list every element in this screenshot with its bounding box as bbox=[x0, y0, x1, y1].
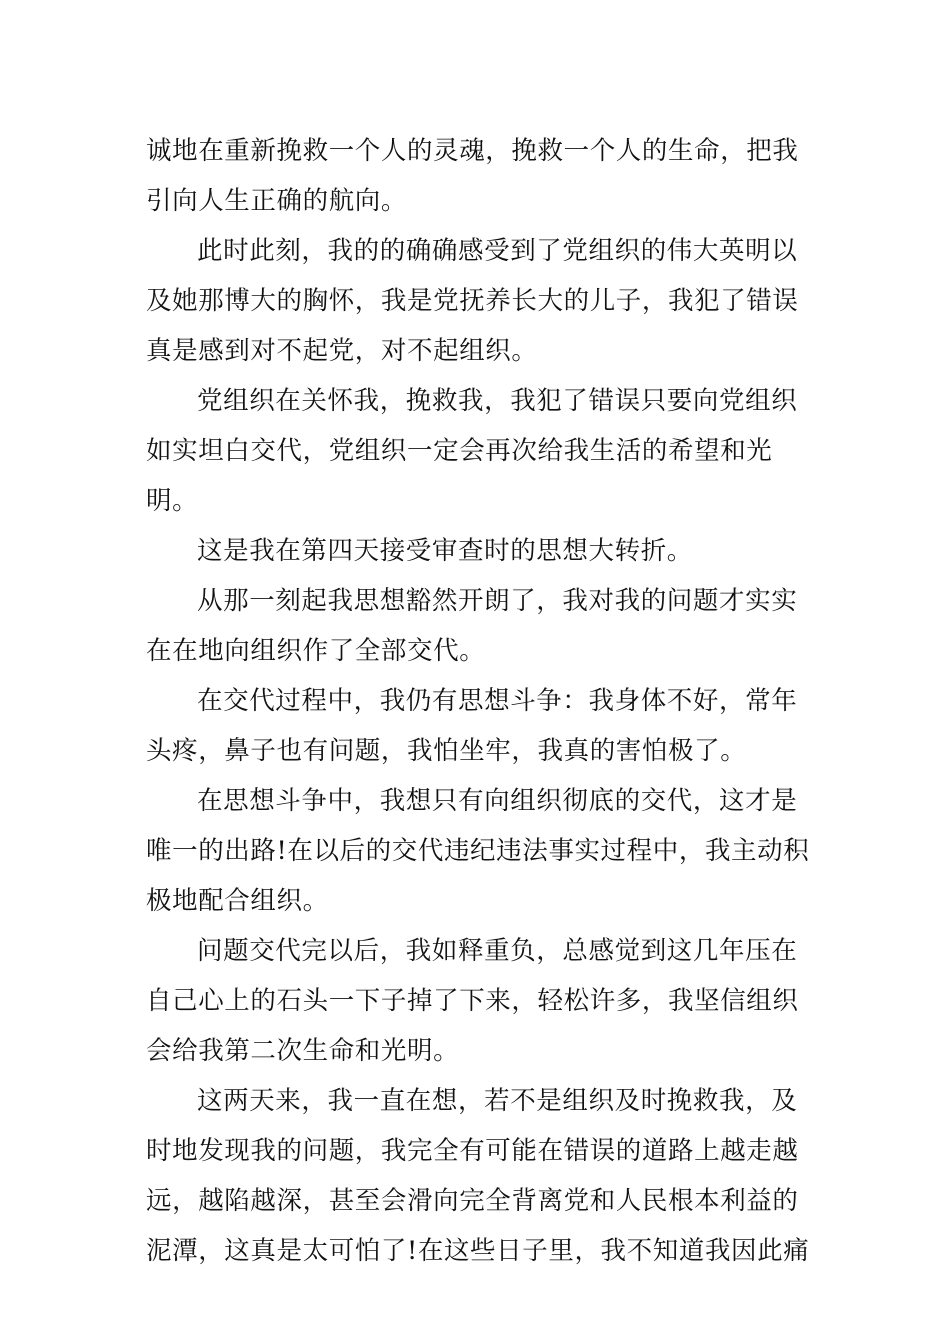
paragraph: 在思想斗争中，我想只有向组织彻底的交代，这才是唯一的出路!在以后的交代违纪违法事实过程中，我主动积极地配合组织。 bbox=[146, 786, 810, 916]
document-body bbox=[146, 126, 810, 1276]
paragraph: 在交代过程中，我仍有思想斗争：我身体不好，常年头疼，鼻子也有问题，我怕坐牢，我真的害怕极了。 bbox=[146, 686, 798, 766]
paragraph-continuation: 诚地在重新挽救一个人的灵魂，挽救一个人的生命，把我引向人生正确的航向。 bbox=[146, 136, 799, 216]
paragraph: 此时此刻，我的的确确感受到了党组织的伟大英明以及她那博大的胸怀，我是党抚养长大的儿子，我犯了错误真是感到对不起党，对不起组织。 bbox=[146, 236, 799, 366]
paragraph: 问题交代完以后，我如释重负，总感觉到这几年压在自己心上的石头一下子掉了下来，轻松许多，我坚信组织会给我第二次生命和光明。 bbox=[146, 936, 799, 1066]
paragraph: 党组织在关怀我，挽救我，我犯了错误只要向党组织如实坦白交代，党组织一定会再次给我生活的希望和光明。 bbox=[146, 386, 798, 516]
paragraph: 这是我在第四天接受审查时的思想大转折。 bbox=[197, 536, 693, 566]
paragraph: 这两天来，我一直在想，若不是组织及时挽救我，及时地发现我的问题，我完全有可能在错误的道路上越走越远，越陷越深，甚至会滑向完全背离党和人民根本利益的泥潭，这真是太可怕了!在这些日子里，我不知道我因此痛 bbox=[146, 1086, 810, 1266]
paragraph: 从那一刻起我思想豁然开朗了，我对我的问题才实实在在地向组织作了全部交代。 bbox=[146, 586, 798, 666]
